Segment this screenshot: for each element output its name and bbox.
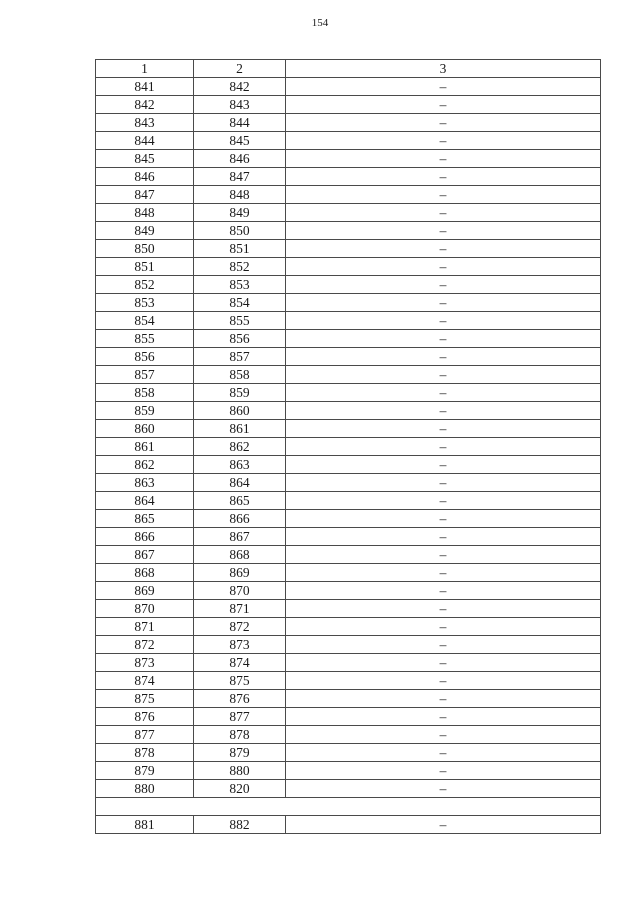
table-row — [96, 600, 601, 618]
table-cell-col-3: – — [286, 672, 601, 690]
table-cell-col-1: 841 — [96, 78, 194, 96]
table-cell-col-3: – — [286, 780, 601, 798]
table-cell-col-3: – — [286, 258, 601, 276]
table-cell-col-3: – — [286, 690, 601, 708]
table-cell-col-2: 849 — [194, 204, 286, 222]
table-cell-col-3: – — [286, 348, 601, 366]
table-cell-col-2: 820 — [194, 780, 286, 798]
table-cell-col-2: 863 — [194, 456, 286, 474]
table-row — [96, 438, 601, 456]
table-cell-col-1: 864 — [96, 492, 194, 510]
table-cell-col-3: – — [286, 762, 601, 780]
table-cell-col-3: – — [286, 150, 601, 168]
table-cell-col-3: – — [286, 294, 601, 312]
table-cell-col-2: 875 — [194, 672, 286, 690]
table-cell-col-3: – — [286, 582, 601, 600]
table-cell-col-3: – — [286, 240, 601, 258]
table-cell-col-2: 847 — [194, 168, 286, 186]
table-cell-col-2: 853 — [194, 276, 286, 294]
table-cell-col-3: – — [286, 816, 601, 834]
table-row — [96, 330, 601, 348]
table-cell-col-1: 880 — [96, 780, 194, 798]
table-cell-col-1: 873 — [96, 654, 194, 672]
table-cell-col-1: 859 — [96, 402, 194, 420]
table-cell-col-2: 876 — [194, 690, 286, 708]
table-cell-col-1: 871 — [96, 618, 194, 636]
table-cell-col-1: 848 — [96, 204, 194, 222]
table-row — [96, 96, 601, 114]
table-row — [96, 186, 601, 204]
table-row — [96, 366, 601, 384]
table-cell-col-2: 867 — [194, 528, 286, 546]
table-cell-col-1: 845 — [96, 150, 194, 168]
table-row — [96, 312, 601, 330]
table-gap-cell — [96, 798, 601, 816]
table-cell-col-2: 851 — [194, 240, 286, 258]
table-cell-col-1: 854 — [96, 312, 194, 330]
table-cell-col-3: – — [286, 438, 601, 456]
table-cell-col-1: 842 — [96, 96, 194, 114]
table-cell-col-3: – — [286, 636, 601, 654]
table-row — [96, 150, 601, 168]
table-cell-col-2: 844 — [194, 114, 286, 132]
table-cell-col-1: 843 — [96, 114, 194, 132]
table-row — [96, 204, 601, 222]
table-header-row — [96, 60, 601, 78]
table-cell-col-1: 856 — [96, 348, 194, 366]
table-row — [96, 726, 601, 744]
table-cell-col-1: 875 — [96, 690, 194, 708]
table-row — [96, 528, 601, 546]
table-cell-col-3: – — [286, 726, 601, 744]
table-cell-col-2: 856 — [194, 330, 286, 348]
table-row — [96, 402, 601, 420]
table-cell-col-3: – — [286, 114, 601, 132]
table-cell-col-2: 869 — [194, 564, 286, 582]
table-row — [96, 636, 601, 654]
table-row — [96, 222, 601, 240]
table-cell-col-1: 846 — [96, 168, 194, 186]
table-cell-col-1: 847 — [96, 186, 194, 204]
table-cell-col-1: 881 — [96, 816, 194, 834]
table-row — [96, 384, 601, 402]
table-cell-col-1: 874 — [96, 672, 194, 690]
table-cell-col-3: – — [286, 384, 601, 402]
data-table — [95, 59, 601, 834]
table-row — [96, 582, 601, 600]
table-cell-col-2: 870 — [194, 582, 286, 600]
table-row — [96, 258, 601, 276]
table-cell-col-1: 860 — [96, 420, 194, 438]
table-cell-col-2: 860 — [194, 402, 286, 420]
table-row — [96, 276, 601, 294]
column-header-3: 3 — [286, 60, 601, 78]
table-cell-col-3: – — [286, 708, 601, 726]
table-cell-col-1: 857 — [96, 366, 194, 384]
table-cell-col-2: 848 — [194, 186, 286, 204]
table-cell-col-2: 868 — [194, 546, 286, 564]
table-cell-col-2: 859 — [194, 384, 286, 402]
table-row — [96, 510, 601, 528]
table-row — [96, 564, 601, 582]
table-cell-col-2: 858 — [194, 366, 286, 384]
table-cell-col-1: 850 — [96, 240, 194, 258]
table-cell-col-2: 872 — [194, 618, 286, 636]
table-row — [96, 816, 601, 834]
table-cell-col-3: – — [286, 510, 601, 528]
table-cell-col-2: 878 — [194, 726, 286, 744]
table-cell-col-1: 852 — [96, 276, 194, 294]
table-cell-col-3: – — [286, 330, 601, 348]
table-cell-col-1: 853 — [96, 294, 194, 312]
table-cell-col-3: – — [286, 204, 601, 222]
table-row — [96, 348, 601, 366]
table-cell-col-2: 862 — [194, 438, 286, 456]
table-row — [96, 114, 601, 132]
table-cell-col-3: – — [286, 312, 601, 330]
table-row — [96, 492, 601, 510]
table-cell-col-3: – — [286, 456, 601, 474]
table-cell-col-3: – — [286, 186, 601, 204]
column-header-2: 2 — [194, 60, 286, 78]
table-cell-col-1: 879 — [96, 762, 194, 780]
table-cell-col-2: 861 — [194, 420, 286, 438]
table-row — [96, 780, 601, 798]
table-cell-col-3: – — [286, 492, 601, 510]
column-header-1: 1 — [96, 60, 194, 78]
table-row — [96, 546, 601, 564]
table-cell-col-3: – — [286, 618, 601, 636]
table-cell-col-1: 867 — [96, 546, 194, 564]
table-cell-col-1: 851 — [96, 258, 194, 276]
table-row — [96, 744, 601, 762]
table-cell-col-1: 872 — [96, 636, 194, 654]
table-cell-col-1: 861 — [96, 438, 194, 456]
table-cell-col-3: – — [286, 528, 601, 546]
table-row — [96, 690, 601, 708]
table-cell-col-2: 882 — [194, 816, 286, 834]
table-cell-col-2: 846 — [194, 150, 286, 168]
table-row — [96, 420, 601, 438]
table-cell-col-1: 869 — [96, 582, 194, 600]
table-cell-col-1: 865 — [96, 510, 194, 528]
table-cell-col-3: – — [286, 654, 601, 672]
table-cell-col-2: 854 — [194, 294, 286, 312]
table-cell-col-2: 880 — [194, 762, 286, 780]
table-cell-col-1: 876 — [96, 708, 194, 726]
table-cell-col-3: – — [286, 366, 601, 384]
table-cell-col-1: 858 — [96, 384, 194, 402]
page-number: 154 — [311, 17, 329, 29]
table-row — [96, 762, 601, 780]
table-cell-col-1: 870 — [96, 600, 194, 618]
table-cell-col-3: – — [286, 564, 601, 582]
table-body — [96, 78, 601, 834]
table-cell-col-2: 874 — [194, 654, 286, 672]
table-cell-col-2: 850 — [194, 222, 286, 240]
table-cell-col-1: 878 — [96, 744, 194, 762]
table-cell-col-3: – — [286, 402, 601, 420]
table-cell-col-2: 865 — [194, 492, 286, 510]
table-cell-col-2: 855 — [194, 312, 286, 330]
table-cell-col-1: 868 — [96, 564, 194, 582]
table-cell-col-3: – — [286, 276, 601, 294]
table-cell-col-3: – — [286, 132, 601, 150]
table-cell-col-1: 877 — [96, 726, 194, 744]
table-cell-col-1: 855 — [96, 330, 194, 348]
table-row — [96, 654, 601, 672]
table-row — [96, 78, 601, 96]
table-row — [96, 240, 601, 258]
table-row — [96, 618, 601, 636]
table-cell-col-3: – — [286, 420, 601, 438]
table-cell-col-1: 844 — [96, 132, 194, 150]
table-cell-col-2: 866 — [194, 510, 286, 528]
table-cell-col-2: 877 — [194, 708, 286, 726]
table-cell-col-1: 863 — [96, 474, 194, 492]
table-cell-col-2: 873 — [194, 636, 286, 654]
table-row — [96, 708, 601, 726]
table-cell-col-3: – — [286, 78, 601, 96]
table-cell-col-2: 879 — [194, 744, 286, 762]
table-cell-col-3: – — [286, 168, 601, 186]
table-gap-row — [96, 798, 601, 816]
table-cell-col-3: – — [286, 600, 601, 618]
table-row — [96, 474, 601, 492]
table-cell-col-2: 852 — [194, 258, 286, 276]
table-row — [96, 456, 601, 474]
table-row — [96, 672, 601, 690]
table-cell-col-2: 871 — [194, 600, 286, 618]
table-cell-col-1: 862 — [96, 456, 194, 474]
table-cell-col-3: – — [286, 96, 601, 114]
table-cell-col-3: – — [286, 474, 601, 492]
table-cell-col-2: 864 — [194, 474, 286, 492]
table-cell-col-3: – — [286, 744, 601, 762]
table-row — [96, 132, 601, 150]
table-row — [96, 294, 601, 312]
table-cell-col-3: – — [286, 222, 601, 240]
table-cell-col-1: 866 — [96, 528, 194, 546]
table-cell-col-2: 842 — [194, 78, 286, 96]
table-cell-col-1: 849 — [96, 222, 194, 240]
table-cell-col-2: 857 — [194, 348, 286, 366]
table-cell-col-3: – — [286, 546, 601, 564]
table-cell-col-2: 845 — [194, 132, 286, 150]
table-row — [96, 168, 601, 186]
table-cell-col-2: 843 — [194, 96, 286, 114]
